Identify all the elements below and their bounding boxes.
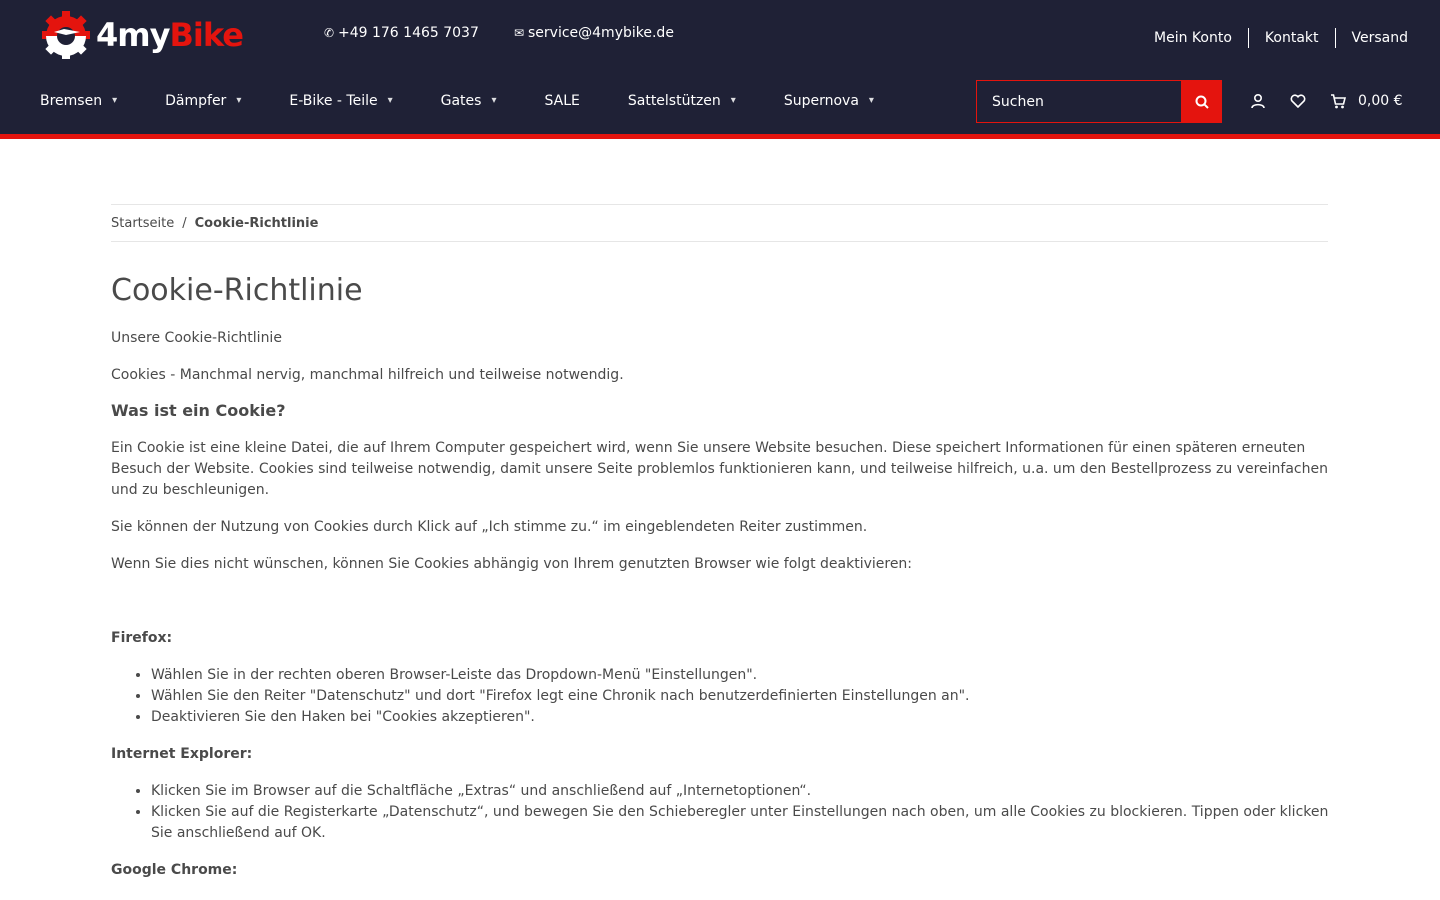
browser-heading-google-chrome: Google Chrome: — [111, 862, 238, 878]
nav-item-gates[interactable]: Gates ▾ — [441, 90, 497, 112]
header-accent-line — [0, 134, 1440, 139]
search-form — [976, 80, 1222, 123]
browser-heading-firefox: Firefox: — [111, 630, 173, 646]
heart-icon — [1290, 94, 1306, 108]
chevron-down-icon: ▾ — [491, 95, 497, 106]
nav-item-supernova[interactable]: Supernova ▾ — [784, 90, 874, 112]
search-icon — [1195, 95, 1209, 109]
contact-phone[interactable] — [324, 25, 479, 41]
phone-number: +49 176 1465 7037 — [338, 25, 479, 41]
cart-button[interactable] — [1330, 90, 1403, 112]
logo[interactable] — [40, 10, 243, 60]
section-heading-what-is-cookie: Was ist ein Cookie? — [111, 401, 286, 420]
nav-item-sattelstuetzen[interactable]: Sattelstützen ▾ — [628, 90, 736, 112]
page-title: Cookie-Richtlinie — [111, 273, 363, 308]
account-button[interactable] — [1250, 90, 1266, 112]
disable-text: Wenn Sie dies nicht wünschen, können Sie Cookies abhängig von Ihrem genutzten Browser wie folgt deaktivieren: — [111, 556, 913, 572]
header-actions — [1250, 90, 1403, 112]
shipping-link[interactable]: Versand — [1335, 28, 1409, 48]
intro-subtext: Cookies - Manchmal nervig, manchmal hilfreich und teilweise notwendig. — [111, 367, 624, 383]
user-icon — [1251, 94, 1265, 109]
chevron-down-icon: ▾ — [387, 95, 393, 106]
page-content — [111, 272, 1331, 897]
envelope-icon: ✉ — [514, 26, 525, 40]
nav-item-sale[interactable]: SALE — [544, 93, 580, 109]
chevron-down-icon: ▾ — [730, 95, 736, 106]
breadcrumb-separator: / — [182, 215, 187, 231]
cart-total: 0,00 € — [1358, 93, 1403, 109]
main-navigation — [40, 90, 922, 112]
internet-explorer-steps — [151, 781, 1331, 844]
what-is-cookie-text: Ein Cookie ist eine kleine Datei, die auf Ihrem Computer gespeichert wird, wenn Sie unsere Website besuchen. Diese speichert Informationen für einen späteren erneuten Besuch der Website. Cookies sind teilweise notwendig, damit unsere Seite problemlos funktionieren kann, und teilweise hilfreich, u.a. um den Bestellprozess zu vereinfachen und zu beschleunigen. — [111, 440, 1328, 498]
firefox-steps — [151, 665, 1331, 728]
contact-email[interactable] — [514, 25, 674, 41]
my-account-link[interactable]: Mein Konto — [1154, 30, 1232, 46]
list-item: • Deaktivieren Sie den Haken bei "Cookies akzeptieren". — [151, 707, 1331, 728]
breadcrumb-current: Cookie-Richtlinie — [194, 215, 319, 231]
search-button[interactable] — [1181, 80, 1222, 123]
list-item: • Klicken Sie auf die Registerkarte „Datenschutz“, und bewegen Sie den Schieberegler unter Einstellungen nach oben, um alle Cookies zu blockieren. Tippen oder klicken Sie anschließend auf OK. — [151, 802, 1331, 844]
contact-link[interactable]: Kontakt — [1248, 28, 1335, 48]
search-input[interactable] — [976, 80, 1181, 123]
browser-heading-internet-explorer: Internet Explorer: — [111, 746, 253, 762]
email-address: service@4mybike.de — [528, 25, 674, 41]
list-item: • Wählen Sie den Reiter "Datenschutz" und dort "Firefox legt eine Chronik nach benutzerdefinierten Einstellungen an". — [151, 686, 1331, 707]
list-item: • Wählen Sie in der rechten oberen Browser-Leiste das Dropdown-Menü "Einstellungen". — [151, 665, 1331, 686]
nav-item-ebike-teile[interactable]: E-Bike - Teile ▾ — [289, 90, 392, 112]
consent-text: Sie können der Nutzung von Cookies durch Klick auf „Ich stimme zu.“ im eingeblendeten Reiter zustimmen. — [111, 519, 868, 535]
shopping-cart-icon — [1330, 94, 1346, 109]
phone-icon: ✆ — [324, 26, 335, 40]
list-item: • Klicken Sie im Browser auf die Schaltfläche „Extras“ und anschließend auf „Internetoptionen“. — [151, 781, 1331, 802]
wishlist-button[interactable] — [1290, 90, 1306, 112]
intro-text: Unsere Cookie-Richtlinie — [111, 330, 282, 346]
nav-item-daempfer[interactable]: Dämpfer ▾ — [165, 90, 241, 112]
top-links — [1138, 28, 1408, 48]
chevron-down-icon: ▾ — [236, 95, 242, 106]
logo-text: 4myBike — [96, 16, 243, 54]
gear-logo-icon — [40, 10, 92, 60]
spacer — [111, 591, 1331, 628]
site-header — [0, 0, 1440, 136]
chevron-down-icon: ▾ — [112, 95, 118, 106]
nav-item-bremsen[interactable]: Bremsen ▾ — [40, 90, 117, 112]
breadcrumb-home[interactable]: Startseite — [111, 215, 175, 231]
breadcrumb — [111, 204, 1328, 242]
chevron-down-icon: ▾ — [868, 95, 874, 106]
